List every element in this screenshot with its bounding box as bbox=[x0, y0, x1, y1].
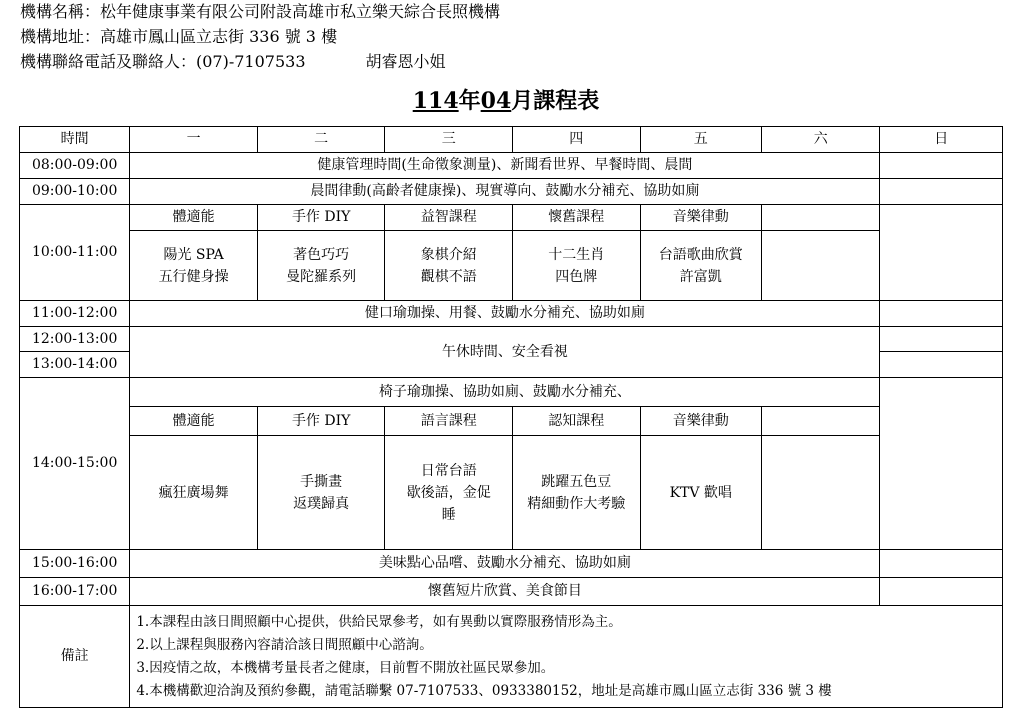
header-row bbox=[20, 127, 1003, 153]
remarks-label: 備註 bbox=[20, 606, 130, 708]
category-cell: 體適能 bbox=[130, 205, 258, 231]
activity-cell: 陽光 SPA 五行健身操 bbox=[130, 231, 258, 301]
activity-cell: 十二生肖 四色牌 bbox=[512, 231, 640, 301]
category-cell: 語言課程 bbox=[385, 407, 513, 436]
activity-cell: 手撕畫 返璞歸真 bbox=[257, 436, 385, 550]
col-header-mon: 一 bbox=[130, 127, 258, 153]
empty-cell bbox=[762, 231, 880, 301]
time-cell: 09:00-10:00 bbox=[20, 179, 130, 205]
activity-cell: 懷舊短片欣賞、美食節目 bbox=[130, 578, 880, 606]
table-row bbox=[20, 205, 1003, 231]
empty-cell bbox=[762, 407, 880, 436]
activity-cell: KTV 歡唱 bbox=[640, 436, 761, 550]
empty-cell bbox=[880, 550, 1003, 578]
empty-cell bbox=[762, 205, 880, 231]
table-row bbox=[20, 179, 1003, 205]
remark-item: 3.因疫情之故，本機構考量長者之健康，目前暫不開放社區民眾參加。 bbox=[136, 659, 555, 676]
col-header-thu: 四 bbox=[512, 127, 640, 153]
activity-cell: 健口瑜珈操、用餐、鼓勵水分補充、協助如廁 bbox=[130, 301, 880, 327]
activity-cell: 著色巧巧 曼陀羅系列 bbox=[257, 231, 385, 301]
time-cell: 12:00-13:00 bbox=[20, 327, 130, 352]
col-header-time: 時間 bbox=[20, 127, 130, 153]
time-cell: 11:00-12:00 bbox=[20, 301, 130, 327]
category-cell: 音樂律動 bbox=[640, 205, 761, 231]
time-cell: 15:00-16:00 bbox=[20, 550, 130, 578]
title-month-suffix: 月課程表 bbox=[511, 88, 600, 114]
activity-cell: 美味點心品嚐、鼓勵水分補充、協助如廁 bbox=[130, 550, 880, 578]
category-cell: 音樂律動 bbox=[640, 407, 761, 436]
activity-cell: 椅子瑜珈操、協助如廁、鼓勵水分補充、 bbox=[130, 378, 880, 407]
empty-cell bbox=[880, 378, 1003, 550]
table-row bbox=[20, 153, 1003, 179]
empty-cell bbox=[880, 301, 1003, 327]
empty-cell bbox=[880, 179, 1003, 205]
title-month: 04 bbox=[480, 88, 512, 114]
activity-cell: 健康管理時間(生命徵象測量)、新聞看世界、早餐時間、晨間 bbox=[130, 153, 880, 179]
table-row bbox=[20, 436, 1003, 550]
remark-item: 1.本課程由該日間照顧中心提供，供給民眾參考，如有異動以實際服務情形為主。 bbox=[136, 613, 622, 630]
org-contact-line bbox=[20, 52, 446, 72]
remarks-content bbox=[130, 606, 1003, 708]
time-cell: 10:00-11:00 bbox=[20, 205, 130, 301]
col-header-tue: 二 bbox=[257, 127, 385, 153]
category-cell: 體適能 bbox=[130, 407, 258, 436]
time-cell: 16:00-17:00 bbox=[20, 578, 130, 606]
title-year-suffix: 年 bbox=[458, 88, 481, 114]
time-cell: 13:00-14:00 bbox=[20, 352, 130, 378]
remark-item: 2.以上課程與服務內容請洽該日間照顧中心諮詢。 bbox=[136, 636, 433, 653]
remark-item: 4.本機構歡迎洽詢及預約參觀，請電話聯繫 07-7107533、0933380152，地址是高雄市鳳山區立志街 336 號 3 樓 bbox=[136, 682, 832, 699]
time-cell: 14:00-15:00 bbox=[20, 378, 130, 550]
org-name: 機構名稱：松年健康事業有限公司附設高雄市私立樂天綜合長照機構 bbox=[20, 2, 501, 21]
schedule-table bbox=[19, 126, 1003, 708]
title-year: 114 bbox=[412, 88, 459, 114]
contact-person: 胡睿恩小姐 bbox=[365, 52, 446, 71]
activity-cell: 跳躍五色豆 精細動作大考驗 bbox=[512, 436, 640, 550]
activity-cell: 晨間律動(高齡者健康操)、現實導向、鼓勵水分補充、協助如廁 bbox=[130, 179, 880, 205]
category-cell: 認知課程 bbox=[512, 407, 640, 436]
category-cell: 懷舊課程 bbox=[512, 205, 640, 231]
category-cell: 益智課程 bbox=[385, 205, 513, 231]
table-row bbox=[20, 578, 1003, 606]
page-title bbox=[0, 86, 1012, 116]
activity-cell: 瘋狂廣場舞 bbox=[130, 436, 258, 550]
activity-cell: 台語歌曲欣賞 許富凱 bbox=[640, 231, 761, 301]
activity-cell: 象棋介紹 觀棋不語 bbox=[385, 231, 513, 301]
col-header-sun: 日 bbox=[880, 127, 1003, 153]
empty-cell bbox=[762, 436, 880, 550]
empty-cell bbox=[880, 153, 1003, 179]
table-row bbox=[20, 407, 1003, 436]
table-row bbox=[20, 550, 1003, 578]
remarks-row bbox=[20, 606, 1003, 708]
activity-cell: 日常台語 歇後語，金促 睡 bbox=[385, 436, 513, 550]
activity-cell: 午休時間、安全看視 bbox=[130, 327, 880, 378]
empty-cell bbox=[880, 578, 1003, 606]
col-header-wed: 三 bbox=[385, 127, 513, 153]
table-row bbox=[20, 301, 1003, 327]
col-header-fri: 五 bbox=[640, 127, 761, 153]
table-row bbox=[20, 327, 1003, 352]
empty-cell bbox=[880, 352, 1003, 378]
org-contact: 機構聯絡電話及聯絡人：(07)-7107533 bbox=[20, 52, 306, 71]
empty-cell bbox=[880, 327, 1003, 352]
col-header-sat: 六 bbox=[762, 127, 880, 153]
empty-cell bbox=[880, 205, 1003, 301]
category-cell: 手作 DIY bbox=[257, 205, 385, 231]
category-cell: 手作 DIY bbox=[257, 407, 385, 436]
table-row bbox=[20, 378, 1003, 407]
time-cell: 08:00-09:00 bbox=[20, 153, 130, 179]
table-row bbox=[20, 231, 1003, 301]
org-address: 機構地址：高雄市鳳山區立志街 336 號 3 樓 bbox=[20, 27, 338, 46]
